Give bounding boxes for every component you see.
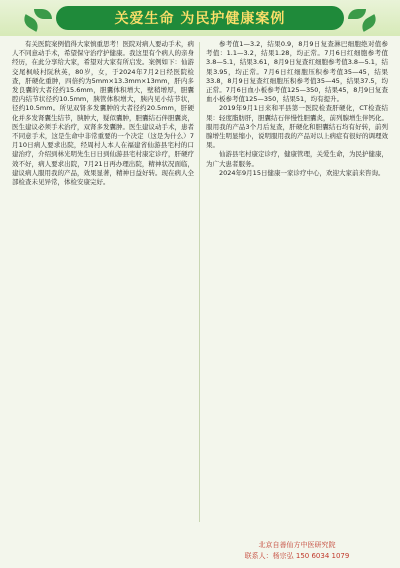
leaf-icon-right-1: [348, 9, 366, 19]
left-paragraph: 有关医院案例值得大家慎重思考！医院对病人要动手术，病人不同意动手术，希望保守治疗护健康。我这里有个病人的亲身经历，在此分享给大家，希望对大家有所启发。案例如下：仙游交尾枫岐村阮秋英，80岁，女，于2024年7月2日经医院检查，肝硬化重肿，四倍约为5mm×13.3mm×13mm，肝内多发良囊的大者径约15.6mm，胆囊体积增大，壁稍增厚，胆囊腔内结节状径约10.5mm，胰管体积增大，胰内见小结节状，径约10.5mm。所见双肾多发囊肿的大者径约20.5mm，肝硬化并多发肾囊生结节，胰肿大，疑似囊肿，胆囊结石伴胆囊炎，医生建议必须手术治疗，双肾多发囊肿。医生建议动手术，患者不同意手术，这是生命中非常重要的一个决定（这是为什么）7月10日病人要求出院，经周村人本人在福建省仙游县宅村的口建治疗，介绍到林光明先生日日到仙游县宅村康定诊疗，肝硬疗效不好，病人要求出院，7月21日再办理出院，精神状况面临，建议病人服用我的产品，效果显著，精神日益好转。现在病人全部检查未见异常，体检安康完好。: [12, 40, 194, 187]
right-column: [206, 40, 388, 178]
organization-name: 北京自善仙方中医研究院: [258, 541, 336, 549]
leaf-icon-left-1: [34, 9, 52, 19]
right-paragraph-1: 参考值1—3.2，结果0.9，8月9日复查淋巴细胞绝对值参考值：1.1—3.2，结果1.28，均正常。7月6日红细胞参考值3.8—5.1，结果3.61，8月9日复查红细胞参考值3.8—5.1，结果3.95，均正常。7月6日红细胞压积参考值35—45，结果33.8，8月9日复查红细胞压积参考值35—45，结果37.5，均正常。7月6日血小板参考值125—350，结果45，8月9日复查血小板参考值125—350，结果51，均有提升。: [206, 40, 388, 104]
title-banner: [56, 6, 344, 30]
right-paragraph-4: 2024年9月15日健康一家诊疗中心，欢迎大家前来咨询。: [219, 168, 385, 177]
right-paragraph-3: 仙游县宅村康定诊疗，健康管理，关爱生命，为民护健康，为广大患者服务。: [206, 150, 388, 168]
signature-block: [206, 540, 388, 562]
right-paragraph-2: 2019年9月1日来和平县第一医院检查肝硬化，CT检查结果：轻度脂肪肝，胆囊结石伴慢性胆囊炎，前列腺增生伴钙化。服用我的产品3个月后复查，肝硬化和胆囊结石均有好转，前列腺增生明显缩小，说明服用我的产品对以上病症有很好的调理效果。: [206, 104, 388, 150]
column-divider: [199, 42, 200, 522]
header: [0, 0, 400, 36]
contact-line: 联系人：杨宗弘 150 6034 1079: [244, 552, 350, 560]
left-column: [12, 40, 194, 187]
page-title: 关爱生命 为民护健康案例: [114, 11, 286, 27]
